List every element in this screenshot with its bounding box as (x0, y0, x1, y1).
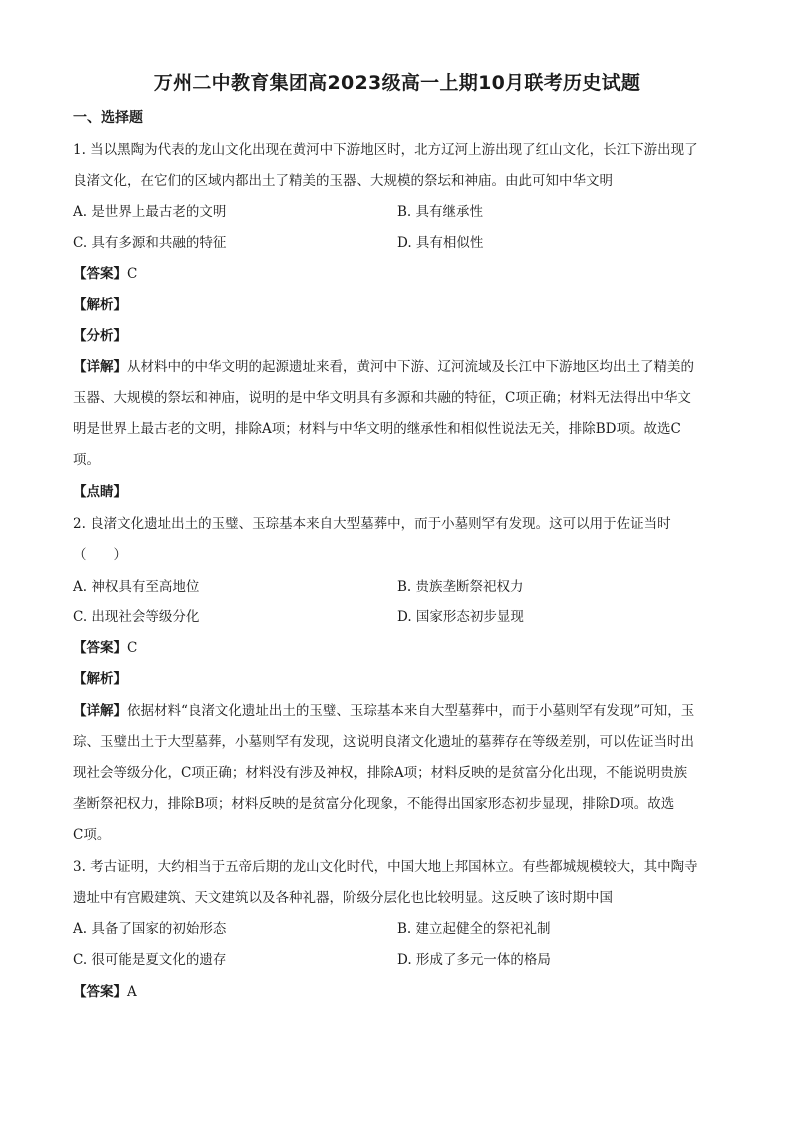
q2-detail-line-5: C项。 (73, 827, 111, 843)
q2-detail-line-4: 垄断祭祀权力，排除B项；材料反映的是贫富分化现象，不能得出国家形态初步显现，排除D项。故选 (73, 796, 675, 812)
section-heading: 一、选择题 (73, 110, 143, 126)
q1-option-c: C. 具有多源和共融的特征 (73, 235, 227, 251)
answer-value: C (127, 640, 138, 656)
q1-fenxi-tag: 【分析】 (73, 328, 127, 344)
answer-tag: 【答案】 (73, 266, 127, 282)
q2-detail-line-3: 现社会等级分化，C项正确；材料没有涉及神权，排除A项；材料反映的是贫富分化出现，不能说明贵族 (73, 765, 688, 781)
q3-stem-line-1: 3. 考古证明，大约相当于五帝后期的龙山文化时代，中国大地上邦国林立。有些都城规模较大，其中陶寺 (73, 859, 698, 875)
q2-analysis-tag: 【解析】 (73, 671, 127, 687)
q1-detail-line-3: 明是世界上最古老的文明，排除A项；材料与中华文明的继承性和相似性说法无关，排除BD项。故选C (73, 421, 681, 437)
exam-title: 万州二中教育集团高2023级高一上期10月联考历史试题 (153, 72, 641, 94)
q1-detail-line-1 (73, 357, 694, 377)
q1-dianjing-tag: 【点睛】 (73, 484, 127, 500)
q2-detail-line-1 (73, 701, 694, 721)
detail-tag: 【详解】 (73, 359, 127, 375)
q3-option-c: C. 很可能是夏文化的遗存 (73, 952, 227, 968)
q2-stem-line-1: 2. 良渚文化遗址出土的玉璧、玉琮基本来自大型墓葬中，而于小墓则罕有发现。这可以用于佐证当时 (73, 516, 671, 532)
q3-stem-line-2: 遗址中有宫殿建筑、天文建筑以及各种礼器，阶级分层化也比较明显。这反映了该时期中国 (73, 890, 613, 906)
q3-option-a: A. 具备了国家的初始形态 (73, 921, 227, 937)
q2-option-d: D. 国家形态初步显现 (397, 609, 524, 625)
q1-option-d: D. 具有相似性 (397, 235, 484, 251)
q1-detail-line-2: 玉器、大规模的祭坛和神庙，说明的是中华文明具有多源和共融的特征，C项正确；材料无法得出中华文 (73, 390, 691, 406)
answer-tag: 【答案】 (73, 984, 127, 1000)
q2-answer (73, 638, 137, 658)
q2-option-a: A. 神权具有至高地位 (73, 579, 200, 595)
q2-stem-line-2: （ ） (73, 547, 127, 563)
detail-tag: 【详解】 (73, 703, 127, 719)
q1-option-a: A. 是世界上最古老的文明 (73, 204, 227, 220)
q1-answer (73, 264, 137, 284)
q1-stem-line-1: 1. 当以黑陶为代表的龙山文化出现在黄河中下游地区时，北方辽河上游出现了红山文化，长江下游出现了 (73, 142, 698, 158)
q2-detail-line-2: 琮、玉璧出土于大型墓葬，小墓则罕有发现，这说明良渚文化遗址的墓葬存在等级差别，可以佐证当时出 (73, 734, 694, 750)
q1-analysis-tag: 【解析】 (73, 297, 127, 313)
q3-answer (73, 982, 137, 1002)
answer-value: C (127, 266, 138, 282)
answer-tag: 【答案】 (73, 640, 127, 656)
detail-text: 从材料中的中华文明的起源遗址来看，黄河中下游、辽河流域及长江中下游地区均出土了精美的 (127, 359, 694, 375)
q1-stem-line-2: 良渚文化，在它们的区域内都出土了精美的玉器、大规模的祭坛和神庙。由此可知中华文明 (73, 173, 613, 189)
q2-option-b: B. 贵族垄断祭祀权力 (397, 579, 524, 595)
answer-value: A (127, 984, 137, 1000)
q1-option-b: B. 具有继承性 (397, 204, 484, 220)
detail-text: 依据材料“良渚文化遗址出土的玉璧、玉琮基本来自大型墓葬中，而于小墓则罕有发现”可知，玉 (127, 703, 695, 719)
q2-option-c: C. 出现社会等级分化 (73, 609, 200, 625)
q1-detail-line-4: 项。 (73, 452, 100, 468)
q3-option-d: D. 形成了多元一体的格局 (397, 952, 551, 968)
q3-option-b: B. 建立起健全的祭祀礼制 (397, 921, 551, 937)
